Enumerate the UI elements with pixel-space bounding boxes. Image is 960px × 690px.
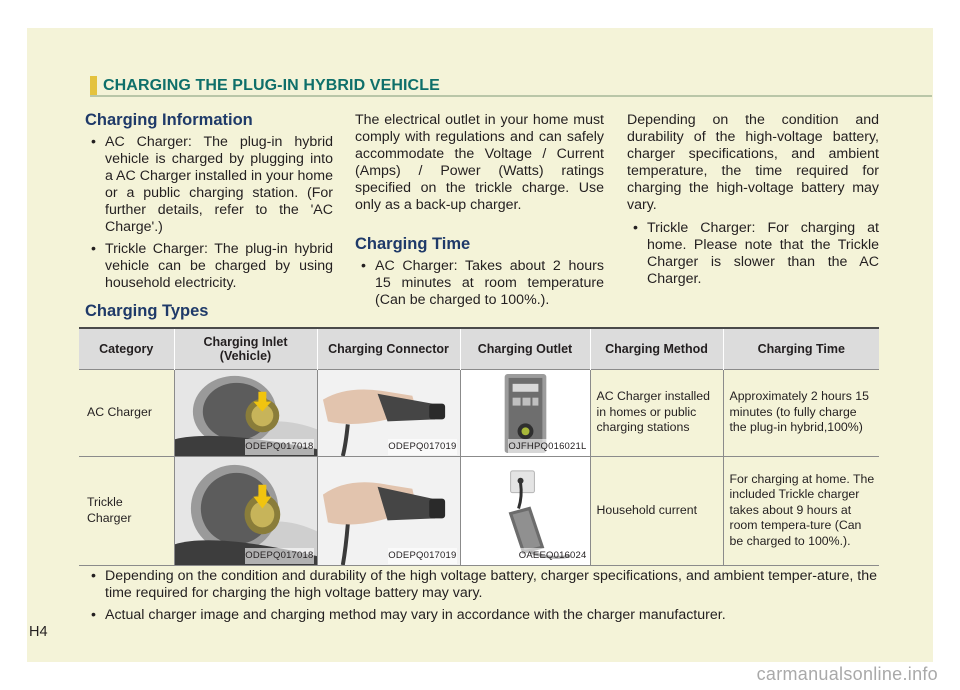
section-header bbox=[90, 76, 440, 95]
inlet-image-code: ODEPQ017018 bbox=[245, 548, 313, 564]
info-bullet-trickle: • Trickle Charger: The plug-in hybrid vehicle can be charged by using household electricity. bbox=[85, 241, 333, 292]
footnotes bbox=[85, 568, 877, 629]
trickle-note-bullet: • Trickle Charger: For charging at home. Please note that the Trickle Charger is slower than the AC Charger. bbox=[627, 220, 879, 288]
page-title: CHARGING THE PLUG-IN HYBRID VEHICLE bbox=[103, 76, 440, 94]
table-row bbox=[79, 369, 879, 456]
category-cell: AC Charger bbox=[79, 369, 174, 456]
inlet-image-cell bbox=[174, 456, 317, 565]
outlet-image-cell bbox=[460, 369, 590, 456]
page-number: H4 bbox=[29, 624, 48, 640]
method-cell: AC Charger installed in homes or public charging stations bbox=[590, 369, 723, 456]
inlet-image-cell bbox=[174, 369, 317, 456]
col-header-outlet: Charging Outlet bbox=[460, 328, 590, 369]
col-header-time: Charging Time bbox=[723, 328, 879, 369]
outlet-image-code: OAEEQ016024 bbox=[519, 548, 587, 564]
connector-image-code: ODEPQ017019 bbox=[388, 439, 456, 455]
col-header-category: Category bbox=[79, 328, 174, 369]
col-header-method: Charging Method bbox=[590, 328, 723, 369]
time-cell: For charging at home. The included Trickle charger takes about 9 hours at room tempera-ture (Can be charged to 100%.). bbox=[723, 456, 879, 565]
col-header-connector: Charging Connector bbox=[317, 328, 460, 369]
connector-image-cell bbox=[317, 369, 460, 456]
table-row bbox=[79, 456, 879, 565]
condition-column bbox=[627, 112, 879, 293]
condition-paragraph: Depending on the condition and durability of the high-voltage battery, charger specifications, and ambient temperature, the time required for charging the high-voltage battery may vary. bbox=[627, 112, 879, 213]
header-rule bbox=[90, 95, 932, 97]
time-bullet-ac: • AC Charger: Takes about 2 hours 15 minutes at room temperature (Can be charged to 100%.). bbox=[355, 258, 604, 309]
table-header-row bbox=[79, 328, 879, 369]
watermark: carmanualsonline.info bbox=[756, 664, 938, 684]
charging-time-heading: Charging Time bbox=[355, 235, 471, 253]
note-charger-variation: • Actual charger image and charging method may vary in accordance with the charger manufacturer. bbox=[85, 607, 877, 624]
method-cell: Household current bbox=[590, 456, 723, 565]
header-accent-bar bbox=[90, 76, 97, 95]
outlet-column bbox=[355, 112, 604, 314]
time-cell: Approximately 2 hours 15 minutes (to fully charge the plug-in hybrid,100%) bbox=[723, 369, 879, 456]
connector-image-cell bbox=[317, 456, 460, 565]
note-battery-condition: • Depending on the condition and durability of the high voltage battery, charger specifications, and ambient temper-ature, the time required for charging the high voltage battery may vary. bbox=[85, 568, 877, 602]
inlet-image-code: ODEPQ017018 bbox=[245, 439, 313, 455]
info-bullet-ac: • AC Charger: The plug-in hybrid vehicle is charged by plugging into a AC Charger installed in your home or a public charging station. (For further details, refer to the 'AC Charge'.) bbox=[85, 134, 333, 236]
charging-types-heading: Charging Types bbox=[85, 302, 209, 320]
outlet-paragraph: The electrical outlet in your home must comply with regulations and can safely accommodate the Voltage / Current (Amps) / Power (Watts) ratings specified on the trickle charge. Use only as a back-up charger. bbox=[355, 112, 604, 213]
outlet-image-cell bbox=[460, 456, 590, 565]
connector-image-code: ODEPQ017019 bbox=[388, 548, 456, 564]
charging-information-column bbox=[85, 112, 333, 297]
category-cell: Trickle Charger bbox=[79, 456, 174, 565]
outlet-image-code: OJFHPQ016021L bbox=[508, 439, 586, 455]
charging-information-heading: Charging Information bbox=[85, 111, 253, 129]
col-header-inlet: Charging Inlet (Vehicle) bbox=[174, 328, 317, 369]
charging-types-table bbox=[79, 327, 879, 566]
